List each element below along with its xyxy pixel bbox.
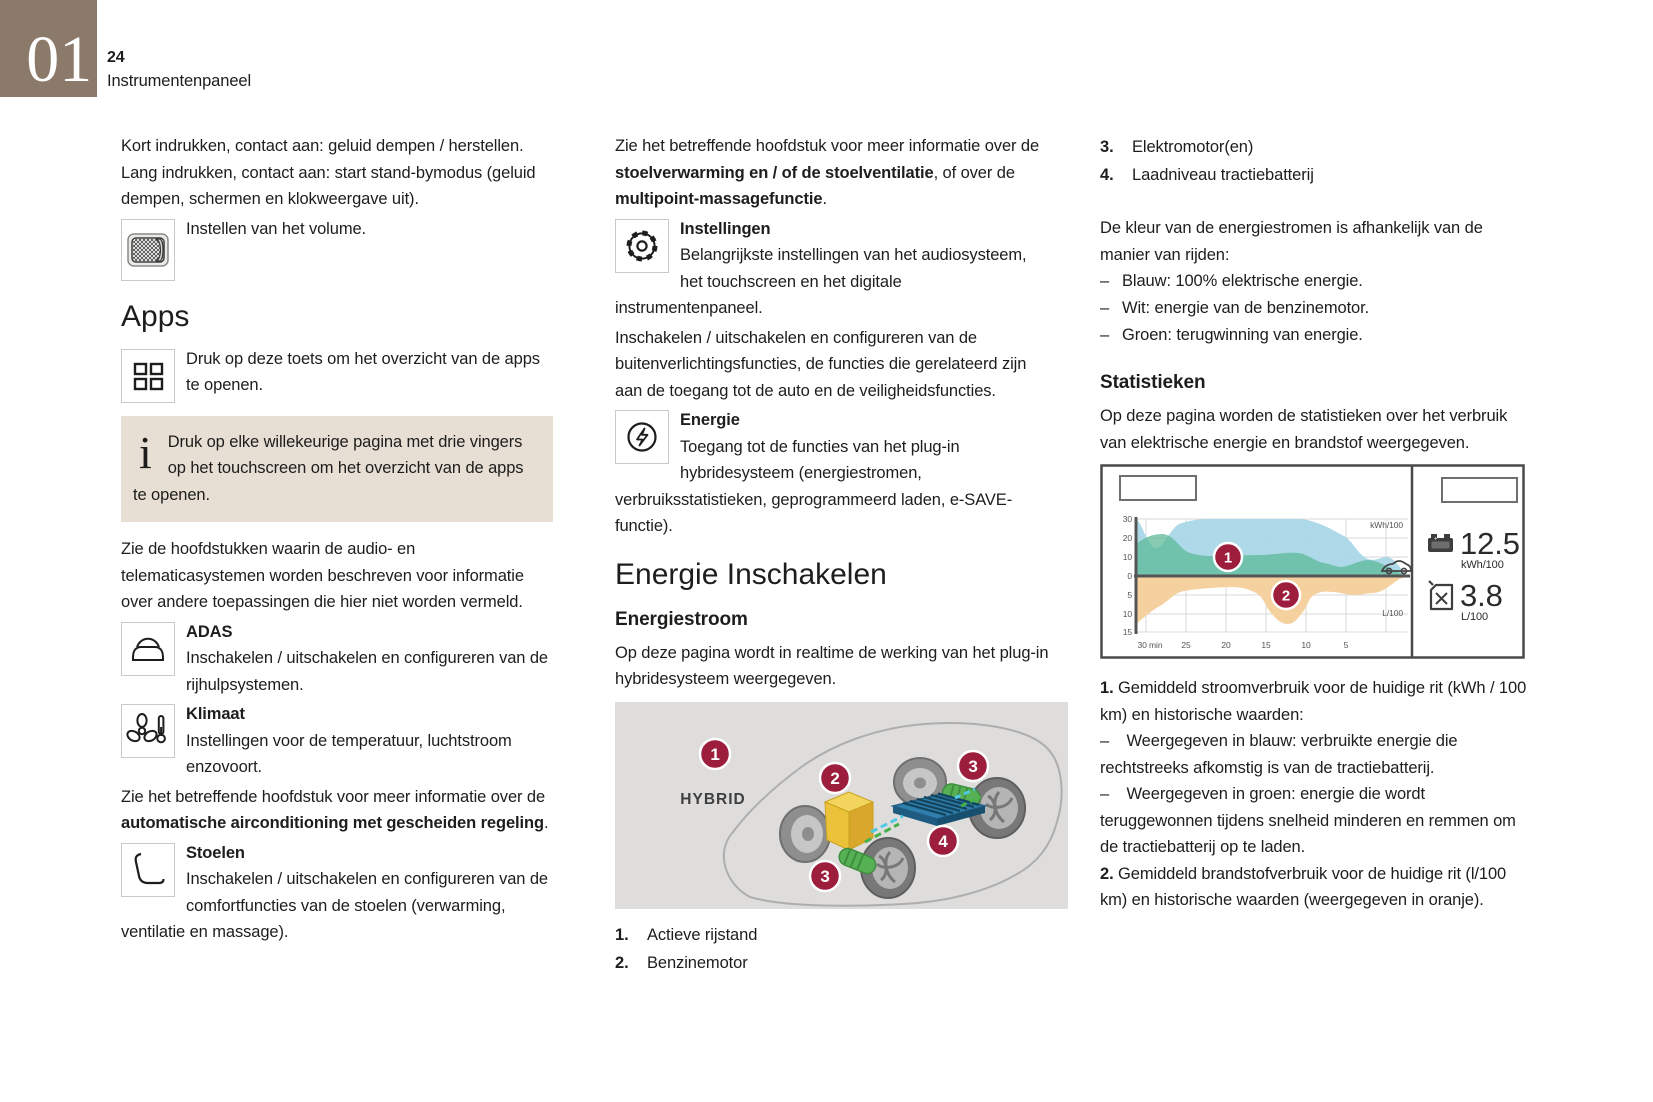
fuel-consumption-unit: L/100	[1461, 611, 1489, 623]
subheading-statistieken: Statistieken	[1100, 372, 1206, 393]
legend-item: Laadniveau tractiebatterij	[1132, 166, 1314, 184]
svg-text:+: +	[1434, 536, 1438, 543]
legend-white: Wit: energie van de benzinemotor.	[1122, 299, 1370, 317]
badge-3-rear	[958, 751, 988, 781]
legend-list-3-4: 3. Elektromotor(en) 4. Laadniveau tractiebatterij	[1100, 133, 1532, 189]
legend-list-1-2: 1. Actieve rijstand 2. Benzinemotor	[615, 921, 1053, 977]
paragraph: De kleur van de energiestromen is afhankelijk van de manier van rijden:	[1100, 219, 1483, 264]
paragraph: 1. Gemiddeld stroomverbruik voor de huidige rit (kWh / 100 km) en historische waarden:	[1100, 679, 1527, 724]
svg-text:1: 1	[1223, 549, 1233, 567]
energy-title: Energie	[680, 411, 740, 429]
paragraph: – Weergegeven in groen: energie die wordt teruggewonnen tijdens snelheid minderen en remmen om de tractiebatterij op te laden.	[1100, 785, 1516, 856]
hybrid-label: HYBRID	[680, 790, 746, 808]
info-text: Druk op elke willekeurige pagina met drie vingers op het touchscreen om het overzicht van de apps te openen.	[133, 432, 524, 504]
chart-badge-2	[1272, 581, 1300, 609]
energy-text: Toegang tot de functies van het plug-in hybridesysteem (energiestromen, verbruiksstatistieken, geprogrammeerd laden, e-SAVE-functie).	[615, 437, 1013, 535]
svg-text:15: 15	[1261, 640, 1271, 650]
svg-text:2: 2	[830, 768, 840, 788]
chapter-number-box	[0, 0, 97, 97]
svg-text:0: 0	[1127, 571, 1132, 581]
volume-caption: Instellen van het volume.	[186, 219, 367, 238]
svg-text:5: 5	[1343, 640, 1349, 650]
svg-text:5: 5	[1127, 590, 1132, 600]
electric-consumption-unit: kWh/100	[1461, 559, 1504, 571]
wheel-front-left	[780, 806, 830, 862]
paragraph: Zie het betreffende hoofdstuk voor meer informatie over de stoelverwarming en / of de stoelventilatie, of over de multipoint-massagefunctie.	[615, 137, 1040, 208]
svg-text:10: 10	[1122, 609, 1132, 619]
svg-text:20: 20	[1221, 640, 1231, 650]
svg-text:30: 30	[1122, 514, 1132, 524]
svg-text:20: 20	[1122, 533, 1132, 543]
svg-text:2: 2	[1281, 587, 1291, 605]
electric-consumption-value: 12.5	[1460, 526, 1520, 561]
svg-text:4: 4	[938, 831, 948, 851]
legend-item: Elektromotor(en)	[1132, 138, 1254, 156]
paragraph: Zie het betreffende hoofdstuk voor meer informatie over de automatische airconditioning met gescheiden regeling.	[121, 787, 549, 832]
settings-title: Instellingen	[680, 219, 771, 238]
column-middle	[615, 133, 1053, 977]
adas-car-icon	[121, 622, 175, 676]
paragraph: – Weergegeven in blauw: verbruikte energie die rechtstreeks afkomstig is van de tractiebatterij.	[1100, 732, 1458, 777]
gear-icon	[615, 219, 669, 273]
paragraph: Op deze pagina wordt in realtime de werking van het plug-in hybridesysteem weergegeven.	[615, 643, 1049, 688]
subheading-energiestroom: Energiestroom	[615, 608, 748, 630]
svg-text:1: 1	[710, 744, 720, 764]
hybrid-system-diagram	[615, 702, 1068, 909]
chapter-number: 01	[26, 23, 92, 96]
bottom-unit-label: L/100	[1382, 608, 1403, 618]
legend-blue: Blauw: 100% elektrische energie.	[1122, 272, 1363, 290]
seat-icon	[121, 843, 175, 897]
svg-text:30 min: 30 min	[1137, 640, 1163, 650]
apps-caption: Druk op deze toets om het overzicht van de apps te openen.	[186, 349, 540, 394]
adas-title: ADAS	[186, 622, 233, 641]
paragraph: Zie de hoofdstukken waarin de audio- en telematicasystemen worden beschreven voor informatie over andere toepassingen die hier niet worden vermeld.	[121, 540, 524, 611]
volume-knob-icon	[121, 219, 175, 281]
section-heading-energie: Energie Inschakelen	[615, 557, 887, 591]
top-unit-label: kWh/100	[1370, 520, 1403, 530]
climate-text: Instellingen voor de temperatuur, luchtstroom enzovoort.	[186, 731, 512, 776]
column-right	[1100, 133, 1532, 914]
svg-text:10: 10	[1122, 552, 1132, 562]
statistics-chart	[1100, 464, 1525, 659]
paragraph: Kort indrukken, contact aan: geluid dempen / herstellen.	[121, 137, 524, 155]
badge-4	[928, 826, 958, 856]
svg-text:3: 3	[968, 756, 978, 776]
color-legend-list: – Blauw: 100% elektrische energie. – Wit: energie van de benzinemotor. – Groen: terugwinning van energie.	[1100, 272, 1370, 344]
fuel-consumption-value: 3.8	[1460, 578, 1503, 613]
climate-title: Klimaat	[186, 705, 245, 723]
settings-text: Belangrijkste instellingen van het audiosysteem, het touchscreen en het digitale instrumentenpaneel.	[615, 246, 1027, 317]
paragraph: Lang indrukken, contact aan: start stand-bymodus (geluid dempen, schermen en klokweergave uit).	[121, 163, 536, 208]
column-left	[121, 133, 553, 949]
svg-text:15: 15	[1122, 627, 1132, 637]
paragraph: Inschakelen / uitschakelen en configureren van de buitenverlichtingsfuncties, de functies die gerelateerd zijn aan de toegang tot de auto en de veiligheidsfuncties.	[615, 328, 1027, 400]
seats-text: Inschakelen / uitschakelen en configureren van de comfortfuncties van de stoelen (verwarming, ventilatie en massage).	[121, 870, 549, 941]
badge-2	[820, 763, 850, 793]
badge-3-front	[810, 861, 840, 891]
seats-title: Stoelen	[186, 843, 245, 862]
info-icon: i	[139, 426, 152, 478]
adas-text: Inschakelen / uitschakelen en configureren van de rijhulpsystemen.	[186, 649, 549, 694]
page-title: Instrumentenpaneel	[107, 72, 252, 90]
svg-text:10: 10	[1301, 640, 1311, 650]
chart-badge-1	[1214, 543, 1242, 571]
apps-grid-icon	[121, 349, 175, 403]
paragraph: 2. Gemiddeld brandstofverbruik voor de huidige rit (l/100 km) en historische waarden (weergegeven in oranje).	[1100, 864, 1507, 909]
climate-fan-icon	[121, 704, 175, 758]
section-heading-apps: Apps	[121, 299, 190, 333]
page-number: 24	[107, 49, 125, 66]
energy-bolt-icon	[615, 410, 669, 464]
paragraph: Op deze pagina worden de statistieken over het verbruik van elektrische energie en brandstof weergegeven.	[1100, 407, 1508, 452]
legend-item: Benzinemotor	[647, 953, 748, 972]
svg-text:25: 25	[1181, 640, 1191, 650]
legend-green: Groen: terugwinning van energie.	[1122, 326, 1363, 344]
svg-text:3: 3	[820, 866, 830, 886]
info-box	[121, 416, 553, 523]
badge-1	[700, 739, 730, 769]
legend-item: Actieve rijstand	[647, 925, 758, 944]
